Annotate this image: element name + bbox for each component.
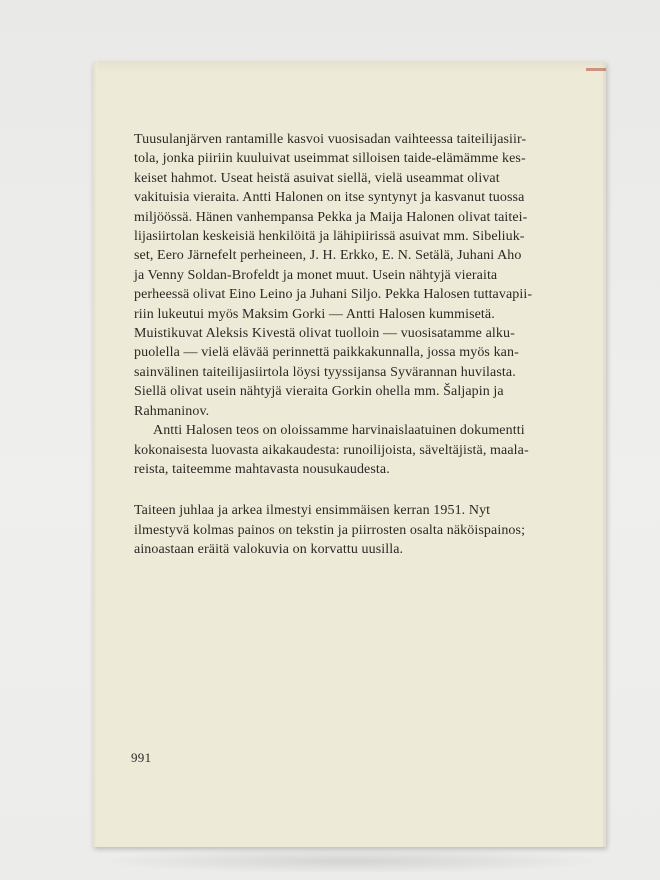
cover-top-edge: [93, 62, 603, 72]
book-back-cover: [93, 62, 606, 847]
book-shadow: [90, 848, 610, 874]
edition-note-paragraph: Taiteen juhlaa ja arkea ilmestyi ensimmäisen kerran 1951. Nyt ilmestyvä kolmas painos on tekstin ja piirrosten osalta näköispainos; ainoastaan eräitä valokuvia on korvattu uusilla.: [134, 503, 526, 558]
blurb-text-block: [134, 130, 586, 560]
cover-spine-edge: [93, 62, 97, 847]
blurb-paragraph-2: Antti Halosen teos on oloissamme harvinaislaatuinen dokumentti kokonaisesta luovasta aikakaudesta: runoilijoista, säveltäjistä, maala- reista, taiteemme mahtavasta nousukaudesta.: [134, 423, 529, 477]
catalog-number: 991: [131, 750, 152, 765]
cover-red-corner: [586, 68, 606, 71]
blurb-paragraph-1: Tuusulanjärven rantamille kasvoi vuosisadan vaihteessa taiteilijasiir- tola, jonka piiriin kuuluivat useimmat silloisen taide-elämämme kes- keiset hahmot. Useat heistä asuivat siellä, vielä useammat olivat vakituisia vieraita. Antti Halonen on itse syntynyt ja kasvanut tuossa miljöössä. Hänen vanhempansa Pekka ja Maija Halonen olivat taitei- lijasiirtolan keskeisiä henkilöitä ja lähipiirissä asuivat mm. Sibeliuk- set, Eero Järnefelt perheineen, J. H. Erkko, E. N. Setälä, Juhani Aho ja Venny Soldan-Brofeldt ja monet muut. Usein nähtyjä vieraita perheessä olivat Eino Leino ja Juhani Siljo. Pekka Halosen tuttavapii- riin lukeutui myös Maksim Gorki — Antti Halosen kummisetä. Muistikuvat Aleksis Kivestä olivat tuolloin — vuosisatamme alku- puolella — vielä elävää perinnettä paikkakunnalla, jossa myös kan- sainvälinen taiteilijasiirtola löysi tyyssijansa Syvärannan huvilasta. Siellä olivat usein nähtyjä vieraita Gorkin ohella mm. Šaljapin ja Rahmaninov.: [134, 132, 533, 419]
